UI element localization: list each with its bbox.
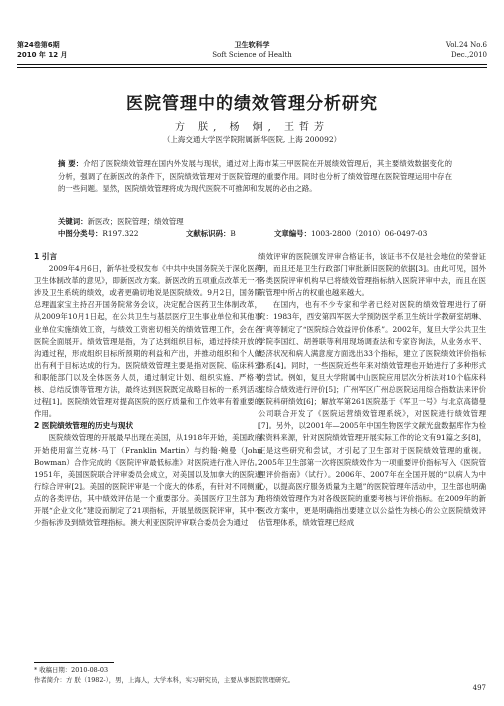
article-affiliation: （上海交通大学医学院附属新华医院, 上海 200092） [162, 135, 342, 144]
journal-en: Soft Science of Health [212, 51, 292, 59]
left-paragraph-2: 医院绩效管理的开展最早出现在美国，从1918年开始，美国政府开始使用富兰克林·马丁（Franklin Martin）与约翰·鲍曼（John Bowman）合作完成的《医院评审最低标准》对医院进行准入评估。1951年，美国医院联合评审委员会成立，对美国以及加拿大的医院进行综合评审[2]。美国的医院评审是一个庞大的体系，有针对不同侧重点的各类评估，其中绩效评估是一个重要部分。美国医疗卫生部为了开展“企业文化”建设而制定了21项指标，开展星级医院评审，其中不少指标涉及到绩效管理指标。澳大利亚医院评审联合委员会为通过 [34, 433, 262, 528]
header-rule-thick [17, 64, 487, 65]
section-2-heading: 2 医院绩效管理的历史与现状 [34, 421, 134, 431]
journal-cn: 卫生软科学 [234, 41, 270, 49]
keywords-label: 关键词： [58, 217, 88, 226]
article-no-group [274, 228, 427, 239]
footnote-rule [34, 662, 114, 663]
page-number: 497 [472, 684, 486, 692]
footnote-bio: 作者简介：方 朕（1982-），男，上海人，大学本科，实习研究员，主要从事医院管理研究。 [34, 676, 295, 684]
keywords-text: 新医改；医院管理；绩效管理 [87, 217, 184, 226]
section-1-heading: 1 引言 [34, 252, 58, 261]
date-en: Dec.,2010 [451, 51, 487, 59]
doc-code-group [186, 228, 236, 239]
doc-code-label: 文献标识码： [186, 229, 231, 238]
volume-en: Vol.24 No.6 [445, 41, 487, 49]
abstract-label: 摘 要： [58, 159, 84, 168]
date-cn: 2010 年 12 月 [17, 51, 68, 59]
keywords [58, 216, 184, 227]
header-center [17, 40, 487, 60]
right-column [258, 251, 486, 529]
article-no-label: 文章编号： [274, 229, 311, 238]
abstract-text: 介绍了医院绩效管理在国内外发展与现状，通过对上海市某三甲医院在开展绩效管理后，其主要绩效数据变化的分析，强调了在新医改的条件下，医院绩效管理对于医院管理的重要作用。同时也分析了绩效管理在医院管理运用中存在的一些问题。显然，医院绩效管理将成为现代医院不可推卸和发展的必由之路。 [58, 159, 452, 194]
doc-code-value: B [230, 229, 236, 238]
header-rule-thin [17, 67, 487, 68]
header-right [446, 40, 487, 60]
clc-label: 中图分类号： [58, 229, 103, 238]
volume-cn: 第24卷第6期 [17, 41, 60, 49]
article-no-value: 1003-2800（2010）06-0497-03 [310, 229, 428, 238]
left-column [34, 251, 262, 529]
right-paragraph-2: 在国内，也有不少专家和学者已经对医院的绩效管理进行了研究：1983年，西安第四军医大学预防医学系卫生统计学教研室胡琳、于爽等制定了“医院综合效益评价体系”。2002年，复旦大学公共卫生学院李国红、胡善联等利用现场调查法和专家咨询法，从业务水平、经济状况和病人满意度方面选出33个指标，建立了医院绩效评价指标体系[4]。同时，一些医院近些年来对绩效管理也开始进行了多种形式的尝试。例如，复旦大学附属中山医院应用层次分析法对10个临床科室综合绩效进行评价[5]；广州军区广州总医院运用综合指数法来评价医院科研绩效[6]；解放军第261医院基于《军卫一号》与北京高德曼公司联合开发了《医院运营绩效管理系统》，对医院进行绩效管理[7]。另外，以2001年—2005年中国生物医学文献光盘数据库作为检索资料来源，针对医院绩效管理开展实际工作的论文有91篇之多[8]，正是这些研究和尝试，才引起了卫生部对于医院绩效管理的重视。2005年卫生部第一次将医院绩效作为一项重要评价指标写入《医院管理评价指南》（试行）。2006年、2007年在全国开展的“以病人为中心，以提高医疗服务质量为主题”的医院管理年活动中，卫生部也明确地将绩效管理作为对各级医院的重要考核与评价指标。在2009年的新医改方案中，更是明确指出要建立以公益性为核心的公立医院绩效评估管理体系，绩效管理已经成 [258, 300, 486, 528]
footnote-received: * 收稿日期：2010-08-03 [34, 666, 109, 674]
right-paragraph-1: 绩效评审的医院颁发评审合格证书，该证书不仅是社会地位的荣誉证明，而且还是卫生行政部门审批新旧医院的依据[3]。由此可见，国外各类医院评审机构早已将绩效管理指标纳入医院评审中去，而且在医院管理中所占的权重也越来越大。 [258, 252, 486, 298]
clc-group [58, 228, 139, 239]
left-paragraph-1: 2009年4月6日，新华社受权发布《中共中央国务院关于深化医药卫生体制改革的意见》，即新医改方案。新医改的五项重点改革无一不涉及卫生系统的绩效，或者更确切地说是医院绩效。9月2日，国务院总理温家宝主持召开国务院常务会议，决定配合医药卫生体制改革，从2009年10月1日起，在公共卫生与基层医疗卫生事业单位和其他事业单位实施绩效工资，与绩效工资密切相关的绩效管理工作，会在各医院全面展开。绩效管理是指，为了达到组织目标，通过持续开放的沟通过程，形成组织目标所预期的利益和产出，并推动组织和个人做出有利于目标达成的行为。医院绩效管理主要是指对医院、临床科室和职能部门以及全体医务人员，通过制定计划、组织实施、严格考核、总结反馈等管理方法，最终达到医院既定战略目标的一系列活动过程[1]。医院绩效管理对提高医院的医疗质量和工作效率有着重要的作用。 [34, 264, 262, 419]
abstract [58, 158, 452, 196]
clc-value: R197.322 [102, 229, 139, 238]
article-title: 医院管理中的绩效管理分析研究 [126, 94, 378, 114]
article-authors: 方 朕, 杨 炯, 王哲芳 [174, 122, 330, 133]
